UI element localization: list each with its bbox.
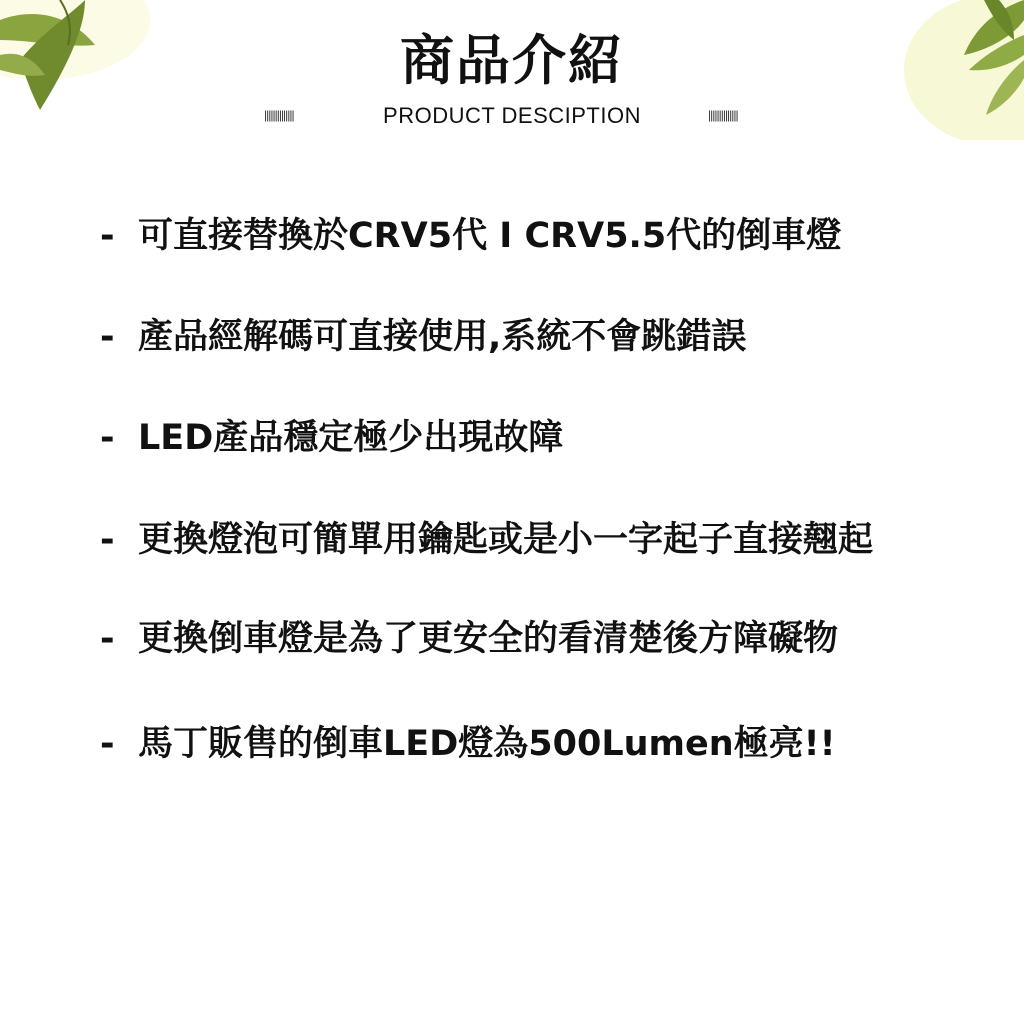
feature-text: 更換燈泡可簡單用鑰匙或是小一字起子直接翹起 bbox=[138, 520, 874, 560]
bullet-dash: - bbox=[100, 520, 115, 560]
list-item bbox=[100, 312, 746, 362]
feature-text: 產品經解碼可直接使用,系統不會跳錯誤 bbox=[138, 317, 747, 357]
feature-text: 更換倒車燈是為了更安全的看清楚後方障礙物 bbox=[138, 619, 839, 659]
feature-text: LED產品穩定極少出現故障 bbox=[138, 418, 564, 458]
bullet-dash: - bbox=[100, 619, 115, 659]
list-item bbox=[100, 614, 838, 664]
divider-right: |||||||||||||| bbox=[708, 108, 738, 122]
bullet-dash: - bbox=[100, 317, 115, 357]
bullet-dash: - bbox=[100, 216, 115, 256]
list-item bbox=[100, 719, 836, 769]
divider-left: |||||||||||||| bbox=[264, 108, 294, 122]
list-item bbox=[100, 413, 563, 463]
page-subtitle: PRODUCT DESCIPTION bbox=[383, 103, 641, 128]
bullet-dash: - bbox=[100, 724, 115, 764]
list-item bbox=[100, 211, 841, 261]
feature-text: 可直接替換於CRV5代 I CRV5.5代的倒車燈 bbox=[138, 216, 842, 256]
page-title: 商品介紹 bbox=[400, 29, 624, 92]
list-item bbox=[100, 515, 873, 565]
feature-text: 馬丁販售的倒車LED燈為500Lumen極亮!! bbox=[138, 724, 836, 764]
bullet-dash: - bbox=[100, 418, 115, 458]
